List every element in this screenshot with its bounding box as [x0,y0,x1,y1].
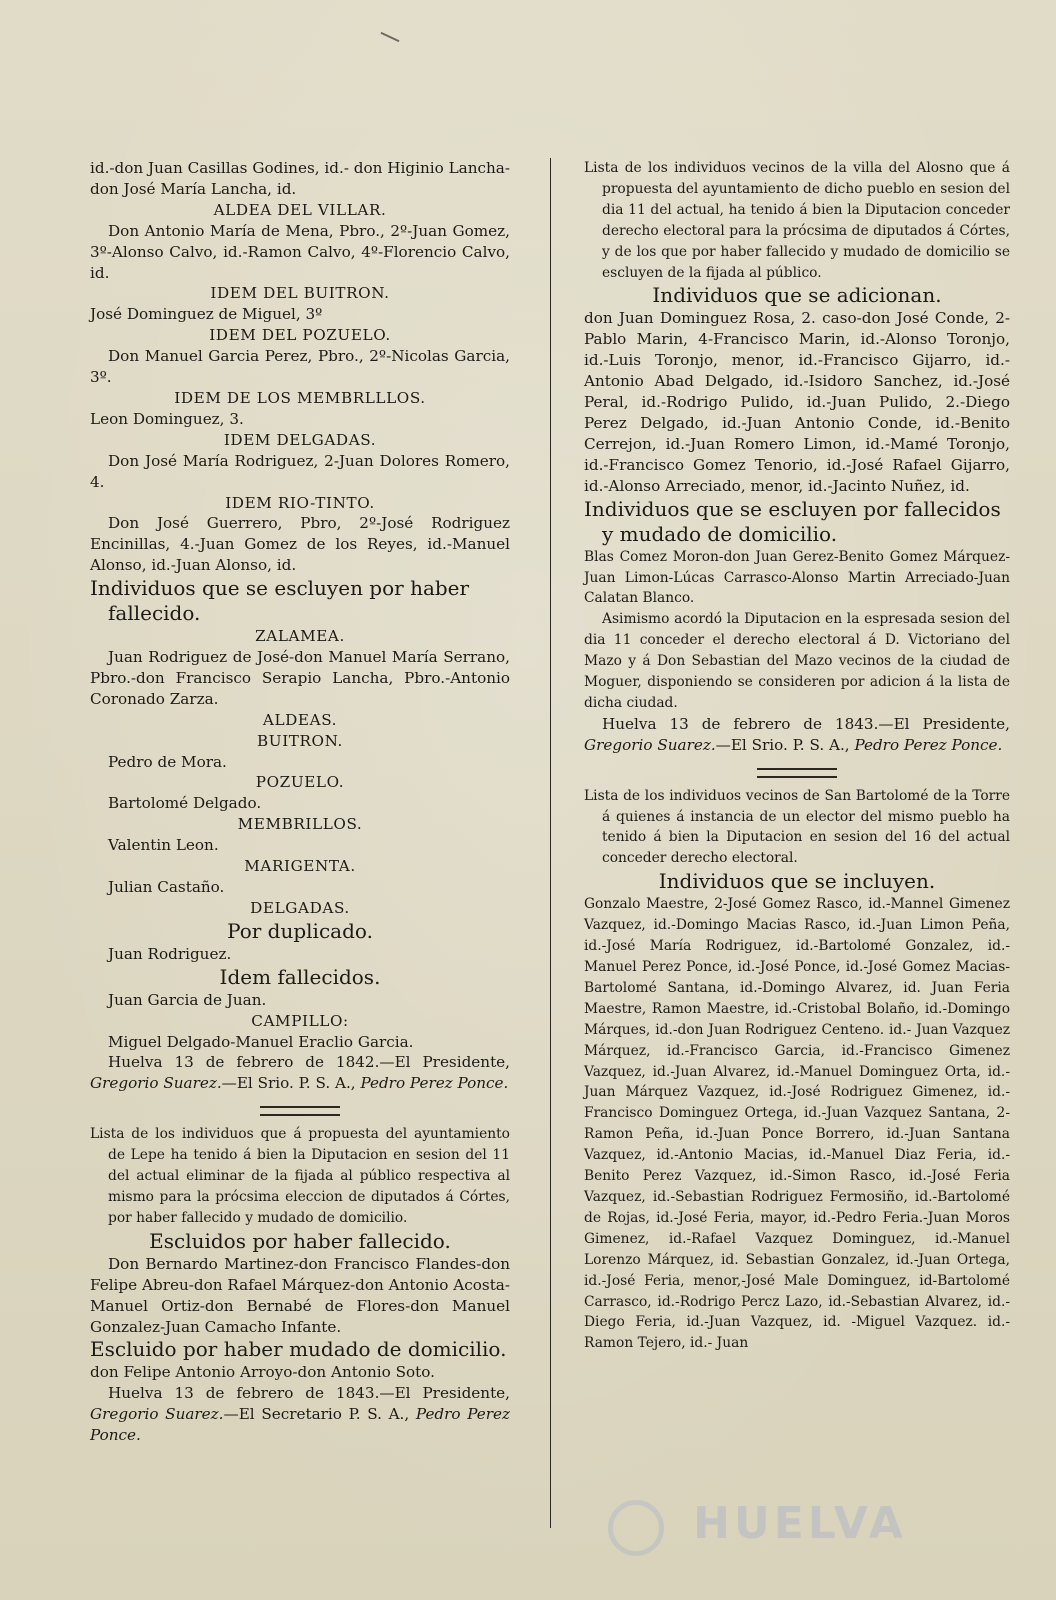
section-heading: BUITRON. [257,731,343,750]
subsection-heading: Idem fallecidos. [219,964,381,989]
secretary-name: Pedro Perez Ponce. [90,1405,511,1445]
paragraph: Juan Rodriguez de José-don Manuel María Serrano, Pbro.-don Francisco Serapio Lancha, Pbro.-Antonio Coronado Zarza. [90,648,510,708]
separator-ornament [260,1106,340,1116]
paragraph: Don Antonio María de Mena, Pbro., 2º-Juan Gomez, 3º-Alonso Calvo, id.-Ramon Calvo, 4º-Florencio Calvo, id. [90,221,510,282]
paragraph: Juan Garcia de Juan. [108,990,267,1009]
president-name: Gregorio Suarez. [90,1074,222,1093]
paragraph: Bartolomé Delgado. [108,794,262,813]
signature-line [90,1383,510,1446]
paragraph: Asimismo acordó la Diputacion en la espresada sesion del dia 11 conceder el derecho electoral á D. Victoriano del Mazo y á Don Sebastian del Mazo vecinos de la ciudad de Moguer, disponiendo se consideren por adicion á la lista de dicha ciudad. [584,611,1010,711]
paragraph: Don José Guerrero, Pbro, 2º-José Rodriguez Encinillas, 4.-Juan Gomez de los Reyes, id.-Manuel Alonso, id.-Juan Alonso, id. [90,514,510,575]
secretary-name: Pedro Perez Ponce. [360,1074,509,1093]
section-heading: ALDEA DEL VILLAR. [213,200,387,219]
paragraph: Don Manuel Garcia Perez, Pbro., 2º-Nicolas Garcia, 3º. [90,347,510,387]
paragraph: Miguel Delgado-Manuel Eraclio Garcia. [108,1032,414,1051]
section-heading: IDEM DEL POZUELO. [209,326,391,345]
paragraph: Gonzalo Maestre, 2-José Gomez Rasco, id.-Mannel Gimenez Vazquez, id.-Domingo Macias Rasco, id.-Juan Limon Peña, id.-José María Rodriguez, id.-Bartolomé Gonzalez, id.-Manuel Perez Ponce, id.-José Ponce, id.-José Gomez Macias-Bartolomé Santana, id.-Domingo Alvarez, id. Juan Feria Maestre, Ramon Maestre, id.-Cristobal Bolaño, id.-Domingo Márques, id.-don Juan Rodriguez Centeno. id.- Juan Vazquez Márquez, id.-Francisco Garcia, id.-Francisco Gimenez Vazquez, id.-Juan Alvarez, id.-Manuel Dominguez Orta, id.-Juan Márquez Vazquez, id.-José Rodriguez Gimenez, id.-Francisco Dominguez Ortega, id.-Juan Vazquez Santana, 2-Ramon Peña, id.-Juan Ponce Borrero, id.-Juan Santana Vazquez, id.-Antonio Macias, id.-Manuel Diaz Feria, id.-Benito Perez Vazquez, id.-Simon Rasco, id.-José Feria Vazquez, id.-Sebastian Rodriguez Fermosiño, id.-Bartolomé de Rojas, id.-José Feria, mayor, id.-Pedro Feria.-Juan Moros Gimenez, id.-Rafael Vazquez Dominguez, id.-Manuel Lorenzo Márquez, id. Sebastian Gonzalez, id.-Juan Ortega, id.-José Feria, menor,-José Male Dominguez, id-Bartolomé Carrasco, id.-Rodrigo Percz Lazo, id.-Sebastian Alvarez, id.-Diego Feria, id.-Juan Vazquez, id. -Miguel Vazquez. id.-Ramon Tejero, id.- Juan [584,896,1010,1352]
paragraph: Lista de los individuos vecinos de San Bartolomé de la Torre á quienes á instancia de un elector del mismo pueblo ha tenido á bien la Diputacion en sesion del 16 del actual conceder derecho electoral. [584,787,1010,867]
scan-mark [381,32,400,42]
library-stamp: HUELVA [693,1498,907,1549]
paragraph: Juan Rodriguez. [108,944,232,963]
paragraph: Don José María Rodriguez, 2-Juan Dolores Romero, 4. [90,451,510,491]
subsection-heading: Individuos que se incluyen. [658,869,936,894]
paragraph: Valentin Leon. [108,836,219,855]
subsection-heading: Individuos que se escluyen por fallecidos y mudado de domicilio. [584,496,1001,546]
president-name: Gregorio Suarez. [584,735,716,754]
paragraph: Julian Castaño. [108,878,225,896]
secretary-title: —El Srio. P. S. A., [221,1074,356,1093]
paragraph: José Dominguez de Miguel, 3º [90,305,323,324]
section-heading: ALDEAS. [262,710,338,729]
section-heading: DELGADAS. [250,898,350,917]
section-heading: POZUELO. [255,773,345,792]
paragraph: Don Bernardo Martinez-don Francisco Flandes-don Felipe Abreu-don Rafael Márquez-don Antonio Acosta-Manuel Ortiz-don Bernabé de Flores-don Manuel Gonzalez-Juan Camacho Infante. [90,1254,510,1336]
paragraph: don Felipe Antonio Arroyo-don Antonio Soto. [90,1363,435,1382]
section-heading: ZALAMEA. [255,627,345,646]
date-text: Huelva 13 de febrero de 1842.—El Presidente, [108,1053,510,1072]
section-heading: MEMBRILLOS. [237,815,363,834]
section-heading: IDEM DELGADAS. [223,430,377,449]
paragraph: don Juan Dominguez Rosa, 2. caso-don José Conde, 2-Pablo Marin, 4-Francisco Marin, id.-Alonso Toronjo, id.-Luis Toronjo, menor, id.-Francisco Gijarro, id.- Antonio Abad Delgado, id.-Isidoro Sanchez, id.-José Peral, id.-Rodrigo Pulido, id.-Juan Pulido, 2.-Diego Perez Delgado, id.-Juan Antonio Conde, id.-Benito Cerrejon, id.-Juan Romero Limon, id.-Mamé Toronjo, id.-Francisco Gomez Tenorio, id.-José Rafael Gijarro, id.-Alonso Arreciado, menor, id.-Jacinto Nuñez, id. [584,309,1010,495]
signature-line [90,1052,510,1094]
secretary-name: Pedro Perez Ponce. [854,735,1003,754]
date-text: Huelva 13 de febrero de 1843.—El Presidente, [108,1384,510,1403]
secretary-title: —El Secretario P. S. A., [223,1405,410,1424]
paragraph: id.-don Juan Casillas Godines, id.- don Higinio Lancha-don José María Lancha, id. [90,159,510,198]
subsection-heading: Por duplicado. [227,918,373,943]
secretary-title: —El Srio. P. S. A., [715,735,850,754]
paragraph: Lista de los individuos que á propuesta del ayuntamiento de Lepe ha tenido á bien la Diputacion en sesion del 11 del actual eliminar de la fijada al público respectiva al mismo para la prócsima eleccion de diputados á Córtes, por haber fallecido y mudado de domicilio. [90,1126,510,1226]
paragraph: Leon Dominguez, 3. [90,409,244,428]
subsection-heading: Escluido por haber mudado de domicilio. [90,1337,507,1362]
section-heading: IDEM DEL BUITRON. [210,284,390,303]
subsection-heading: Individuos que se escluyen por haber fallecido. [90,576,470,626]
subsection-heading: Escluidos por haber fallecido. [149,1228,451,1253]
paragraph: Blas Comez Moron-don Juan Gerez-Benito Gomez Márquez-Juan Limon-Lúcas Carrasco-Alonso Martin Arreciado-Juan Calatan Blanco. [584,548,1010,607]
section-heading: MARIGENTA. [244,857,356,876]
paragraph: Lista de los individuos vecinos de la villa del Alosno que á propuesta del ayuntamiento de dicho pueblo en sesion del dia 11 del actual, ha tenido á bien la Diputacion conceder derecho electoral para la prócsima de diputados á Córtes, y de los que por haber fallecido y mudado de domicilio se escluyen de la fijada al público. [584,160,1010,281]
section-heading: CAMPILLO: [251,1011,349,1030]
right-column [584,158,1010,1354]
section-heading: IDEM DE LOS MEMBRLLLOS. [174,388,426,407]
president-name: Gregorio Suarez. [90,1405,224,1424]
subsection-heading: Individuos que se adicionan. [652,283,942,308]
date-text: Huelva 13 de febrero de 1843.—El Presidente, [602,714,1010,733]
signature-line [584,714,1010,756]
separator-ornament [757,768,837,778]
paragraph: Pedro de Mora. [108,752,227,771]
column-rule [550,158,551,1528]
left-column [90,158,510,1446]
section-heading: IDEM RIO-TINTO. [225,493,375,512]
